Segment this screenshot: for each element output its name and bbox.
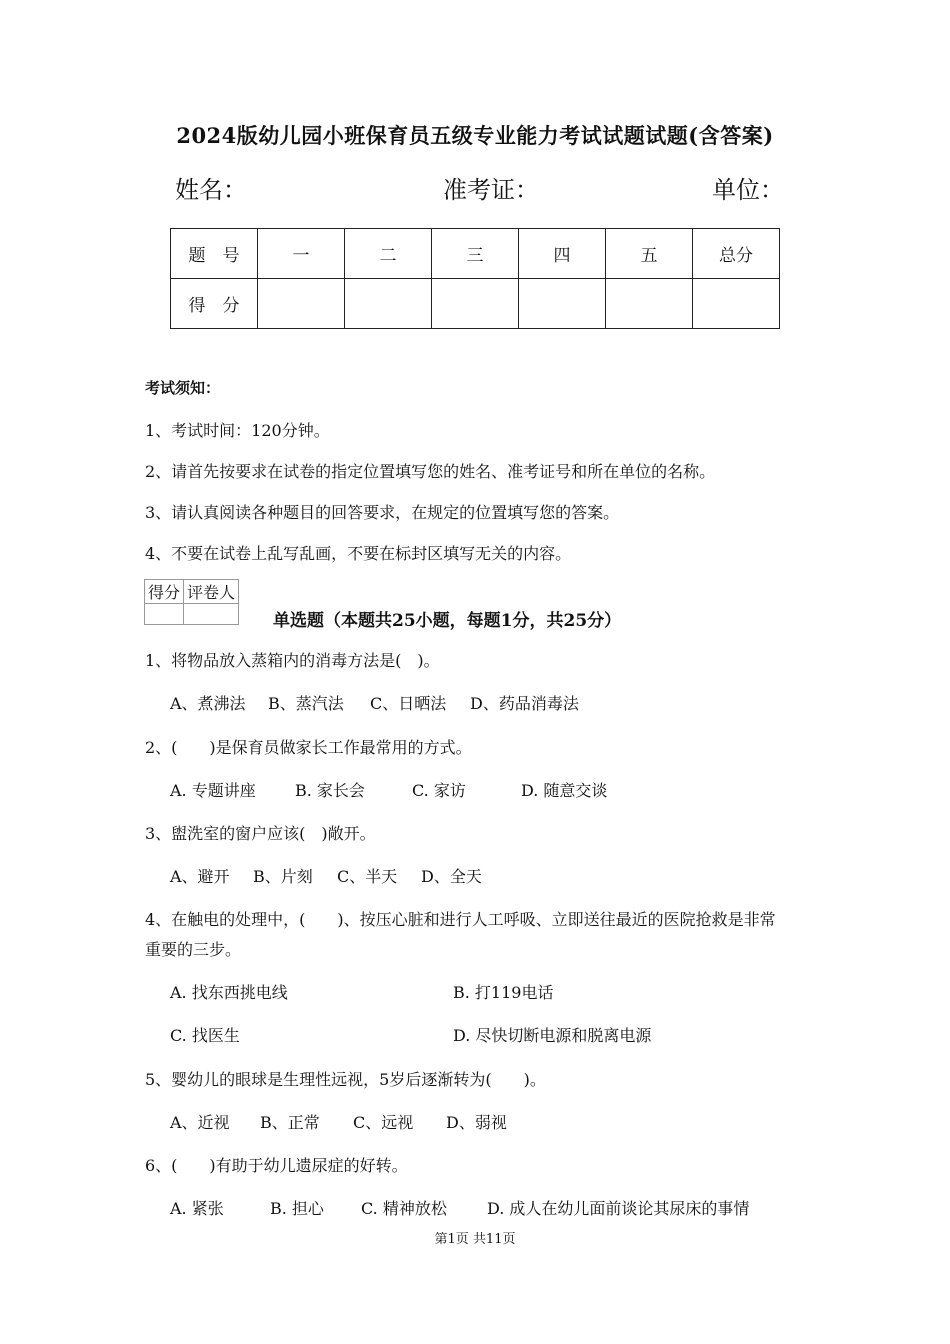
question-text: 1、将物品放入蒸箱内的消毒方法是( )。: [145, 651, 440, 670]
question-text: 6、( )有助于幼儿遗尿症的好转。: [145, 1156, 408, 1175]
score-input-cell[interactable]: [432, 279, 519, 329]
score-table-cell: 五: [606, 229, 693, 279]
exam-title: 2024版幼儿园小班保育员五级专业能力考试试题试题(含答案): [176, 123, 774, 148]
section-title: 单选题（本题共25小题，每题1分，共25分）: [273, 611, 622, 631]
option[interactable]: C. 精神放松: [361, 1199, 447, 1218]
page-footer: 第1页 共11页: [434, 1232, 516, 1247]
notice-item: 4、不要在试卷上乱写乱画，不要在标封区填写无关的内容。: [145, 544, 572, 563]
option[interactable]: A、近视: [170, 1113, 230, 1132]
option[interactable]: D. 成人在幼儿面前谈论其尿床的事情: [487, 1199, 750, 1218]
notice-title: 考试须知：: [145, 379, 221, 397]
option[interactable]: D、弱视: [446, 1113, 507, 1132]
option[interactable]: B、正常: [260, 1113, 320, 1132]
grader-score-cell[interactable]: [145, 604, 184, 625]
option[interactable]: C、远视: [353, 1113, 414, 1132]
score-table: [170, 228, 780, 329]
option[interactable]: C. 家访: [412, 781, 466, 800]
unit-field-label: 单位：: [712, 176, 784, 204]
grader-score-label: 得分: [145, 580, 184, 604]
option[interactable]: B、蒸汽法: [268, 694, 344, 713]
option[interactable]: D. 随意交谈: [521, 781, 608, 800]
score-input-cell[interactable]: [519, 279, 606, 329]
question-text: 5、婴幼儿的眼球是生理性远视，5岁后逐渐转为( )。: [145, 1070, 546, 1089]
option[interactable]: B. 家长会: [295, 781, 365, 800]
score-table-header-row: [171, 229, 780, 279]
option[interactable]: B、片刻: [253, 867, 313, 886]
grader-reviewer-label: 评卷人: [184, 580, 239, 604]
score-table-cell: 一: [258, 229, 345, 279]
score-table-cell: 得 分: [171, 279, 258, 329]
option[interactable]: B. 担心: [270, 1199, 324, 1218]
score-table-cell: 题 号: [171, 229, 258, 279]
grader-reviewer-cell[interactable]: [184, 604, 239, 625]
option[interactable]: A、煮沸法: [170, 694, 246, 713]
score-input-cell[interactable]: [693, 279, 780, 329]
question-text: 4、在触电的处理中，( )、按压心脏和进行人工呼吸、立即送往最近的医院抢救是非常: [145, 910, 776, 929]
score-input-cell[interactable]: [345, 279, 432, 329]
option[interactable]: C、日晒法: [370, 694, 447, 713]
notice-item: 3、请认真阅读各种题目的回答要求，在规定的位置填写您的答案。: [145, 503, 620, 522]
option[interactable]: D. 尽快切断电源和脱离电源: [453, 1026, 652, 1045]
option[interactable]: D、全天: [421, 867, 482, 886]
option[interactable]: C. 找医生: [170, 1026, 240, 1045]
option[interactable]: A. 专题讲座: [170, 781, 256, 800]
name-field-label: 姓名：: [175, 176, 247, 204]
score-table-score-row: [171, 279, 780, 329]
option[interactable]: D、药品消毒法: [470, 694, 579, 713]
option[interactable]: A. 找东西挑电线: [170, 983, 288, 1002]
notice-item: 1、考试时间：120分钟。: [145, 421, 330, 440]
question-text: 3、盥洗室的窗户应该( )敞开。: [145, 824, 376, 843]
exam-id-field-label: 准考证：: [443, 176, 539, 204]
question-text-continued: 重要的三步。: [145, 940, 242, 959]
option[interactable]: A. 紧张: [170, 1199, 224, 1218]
option[interactable]: C、半天: [337, 867, 398, 886]
option[interactable]: B. 打119电话: [453, 983, 554, 1002]
score-input-cell[interactable]: [258, 279, 345, 329]
option[interactable]: A、避开: [170, 867, 230, 886]
score-table-cell: 总分: [693, 229, 780, 279]
score-table-cell: 二: [345, 229, 432, 279]
score-table-cell: 三: [432, 229, 519, 279]
question-text: 2、( )是保育员做家长工作最常用的方式。: [145, 738, 472, 757]
score-input-cell[interactable]: [606, 279, 693, 329]
score-table-cell: 四: [519, 229, 606, 279]
notice-item: 2、请首先按要求在试卷的指定位置填写您的姓名、准考证号和所在单位的名称。: [145, 462, 716, 481]
grader-box: [144, 579, 239, 625]
